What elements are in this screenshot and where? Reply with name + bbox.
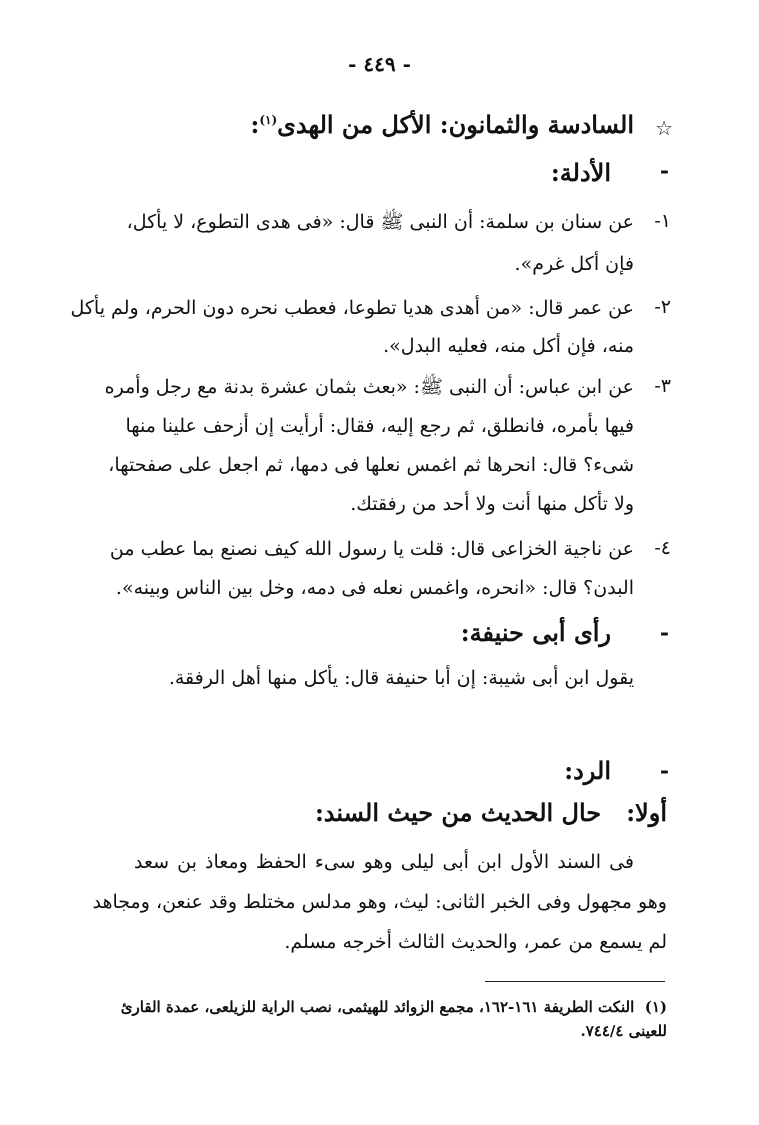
footnote-line: (١) النكت الطريفة ١٦١-١٦٢، مجمع الزوائد للهيثمى، نصب الراية للزيلعى، عمدة القارئ (120, 998, 667, 1016)
response-subheading: أولا: حال الحديث من حيث السند: (314, 798, 667, 827)
section-title-colon: : (250, 110, 260, 139)
opinion-dash: - (659, 620, 669, 646)
star-icon: ☆ (655, 116, 673, 140)
item-line: شىء؟ قال: انحرها ثم اغمس نعلها فى دمها، ثم اجعل على صفحتها، (108, 454, 634, 476)
evidence-heading: الأدلة: (550, 158, 611, 187)
item-number: ٤- (654, 537, 671, 559)
item-line: ولا تأكل منها أنت ولا أحد من رفقتك. (350, 493, 634, 515)
response-dash: - (659, 758, 669, 784)
section-title-text: السادسة والثمانون: الأكل من الهدى (277, 110, 634, 139)
item-line: فيها بأمره، فانطلق، ثم رجع إليه، فقال: أرأيت إن أزحف علينا منها (125, 415, 634, 437)
opinion-heading: رأى أبى حنيفة: (460, 618, 611, 647)
response-heading: الرد: (564, 756, 611, 785)
response-line: فى السند الأول ابن أبى ليلى وهو سىء الحفظ ومعاذ بن سعد (134, 851, 634, 873)
item-line: فإن أكل غرم». (514, 253, 634, 275)
footnote-separator (485, 981, 665, 982)
footnote-reference: (١) (259, 113, 278, 127)
item-line: عن ابن عباس: أن النبى ﷺ: «بعث بثمان عشرة بدنة مع رجل وأمره (104, 376, 634, 398)
opinion-text: يقول ابن أبى شيبة: إن أبا حنيفة قال: يأكل منها أهل الرفقة. (168, 667, 634, 689)
item-line: عن سنان بن سلمة: أن النبى ﷺ قال: «فى هدى التطوع، لا يأكل، (126, 211, 634, 233)
item-line: عن ناجية الخزاعى قال: قلت يا رسول الله كيف نصنع بما عطب من (109, 538, 634, 560)
item-line: منه، فإن أكل منه، فعليه البدل». (383, 335, 634, 357)
response-line: وهو مجهول وفى الخبر الثانى: ليث، وهو مدلس مختلط وقد عنعن، ومجاهد (92, 891, 667, 913)
footnote-line: للعينى ٧٤٤/٤. (580, 1022, 667, 1040)
item-number: ١- (654, 210, 671, 232)
item-line: عن عمر قال: «من أهدى هديا تطوعا، فعطب نحره دون الحرم، ولم يأكل (70, 297, 634, 319)
item-line: البدن؟ قال: «انحره، واغمس نعله فى دمه، وخل بين الناس وبينه». (115, 577, 634, 599)
item-number: ٣- (654, 375, 671, 397)
section-title (250, 110, 634, 139)
response-line: لم يسمع من عمر، والحديث الثالث أخرجه مسلم. (284, 931, 667, 953)
page-number: - ٤٤٩ - (348, 52, 411, 76)
item-number: ٢- (654, 296, 671, 318)
evidence-dash: - (659, 158, 669, 184)
